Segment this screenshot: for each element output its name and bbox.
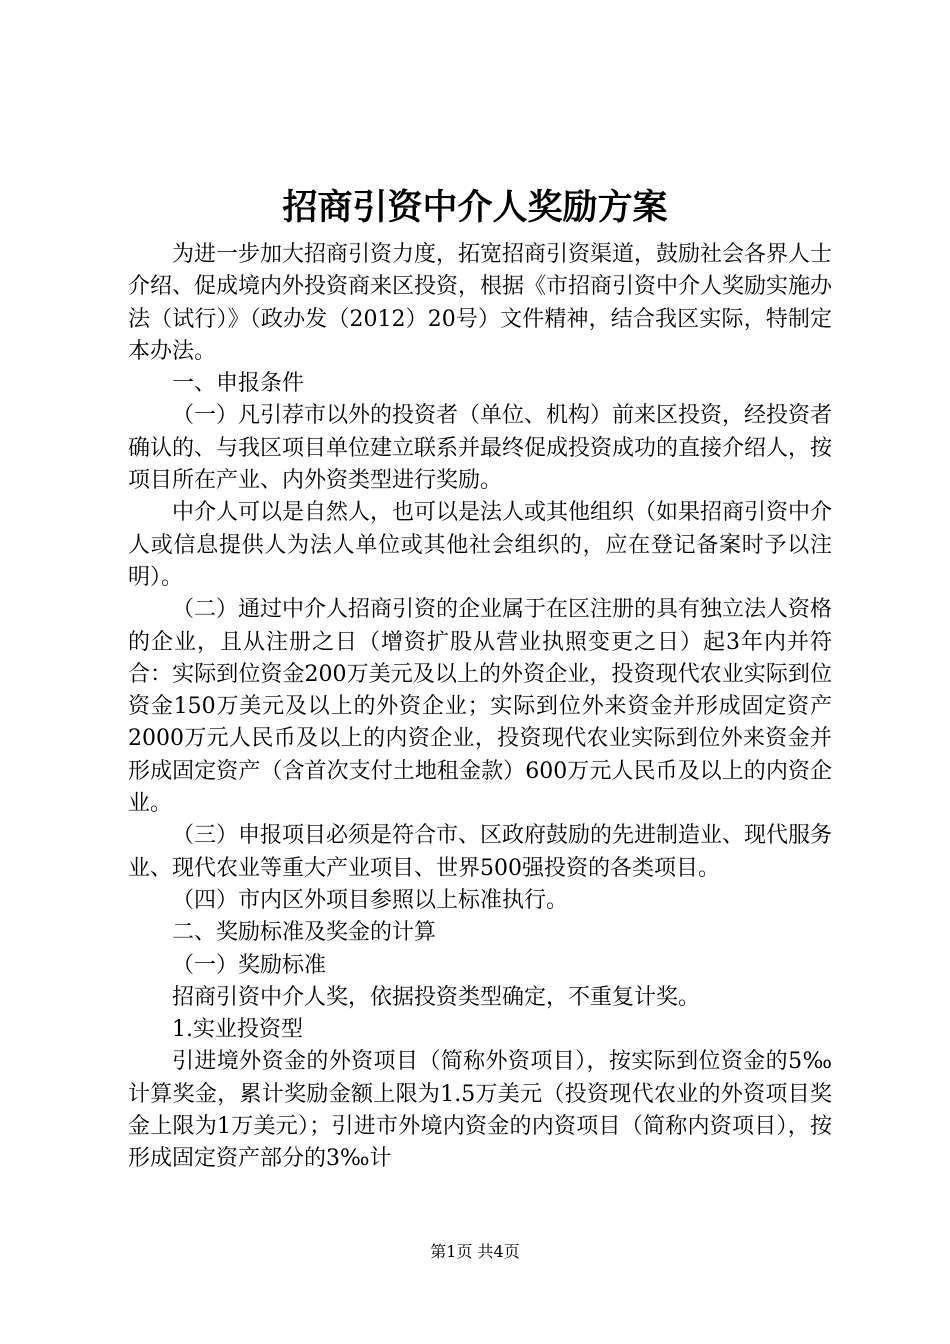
section-heading: 二、奖励标准及奖金的计算 xyxy=(172,920,437,946)
body-paragraph: 引进境外资金的外资项目（简称外资项目），按实际到位资金的5‰计算奖金，累计奖励金额上限为1.5万美元（投资现代农业的外资项目奖金上限为1万美元）；引进市外境内资金的内资项目（简称内资项目），按形成固定资产部分的3‰计 xyxy=(128,1049,832,1172)
document-body xyxy=(128,239,832,1176)
subsection-heading: 1.实业投资型 xyxy=(172,1017,303,1043)
page-footer: 第1页 共4页 xyxy=(430,1242,520,1261)
body-paragraph: （三）申报项目必须是符合市、区政府鼓励的先进制造业、现代服务业、现代农业等重大产业项目、世界500强投资的各类项目。 xyxy=(128,823,833,881)
body-paragraph: 中介人可以是自然人，也可以是法人或其他组织（如果招商引资中介人或信息提供人为法人单位或其他社会组织的，应在登记备案时予以注明）。 xyxy=(128,500,833,590)
body-paragraph: （四）市内区外项目参照以上标准执行。 xyxy=(172,887,569,913)
subsection-heading: （一）奖励标准 xyxy=(172,952,327,978)
body-paragraph: （二）通过中介人招商引资的企业属于在区注册的具有独立法人资格的企业，且从注册之日（增资扩股从营业执照变更之日）起3年内并符合：实际到位资金200万美元及以上的外资企业，投资现代农业实际到位资金150万美元及以上的外资企业；实际到位外来资金并形成固定资产2000万元人民币及以上的内资企业，投资现代农业实际到位外来资金并形成固定资产（含首次支付土地租金款）600万元人民币及以上的内资企业。 xyxy=(128,597,833,817)
document-title: 招商引资中介人奖励方案 xyxy=(282,187,668,228)
section-heading: 一、申报条件 xyxy=(172,371,305,397)
body-paragraph: （一）凡引荐市以外的投资者（单位、机构）前来区投资，经投资者确认的、与我区项目单位建立联系并最终促成投资成功的直接介绍人，按项目所在产业、内外资类型进行奖励。 xyxy=(128,403,833,494)
intro-paragraph: 为进一步加大招商引资力度，拓宽招商引资渠道，鼓励社会各界人士介绍、促成境内外投资商来区投资，根据《市招商引资中介人奖励实施办法（试行）》（政办发（2012）20号）文件精神，结合我区实际，特制定本办法。 xyxy=(128,242,833,364)
body-paragraph: 招商引资中介人奖，依据投资类型确定，不重复计奖。 xyxy=(172,984,701,1010)
